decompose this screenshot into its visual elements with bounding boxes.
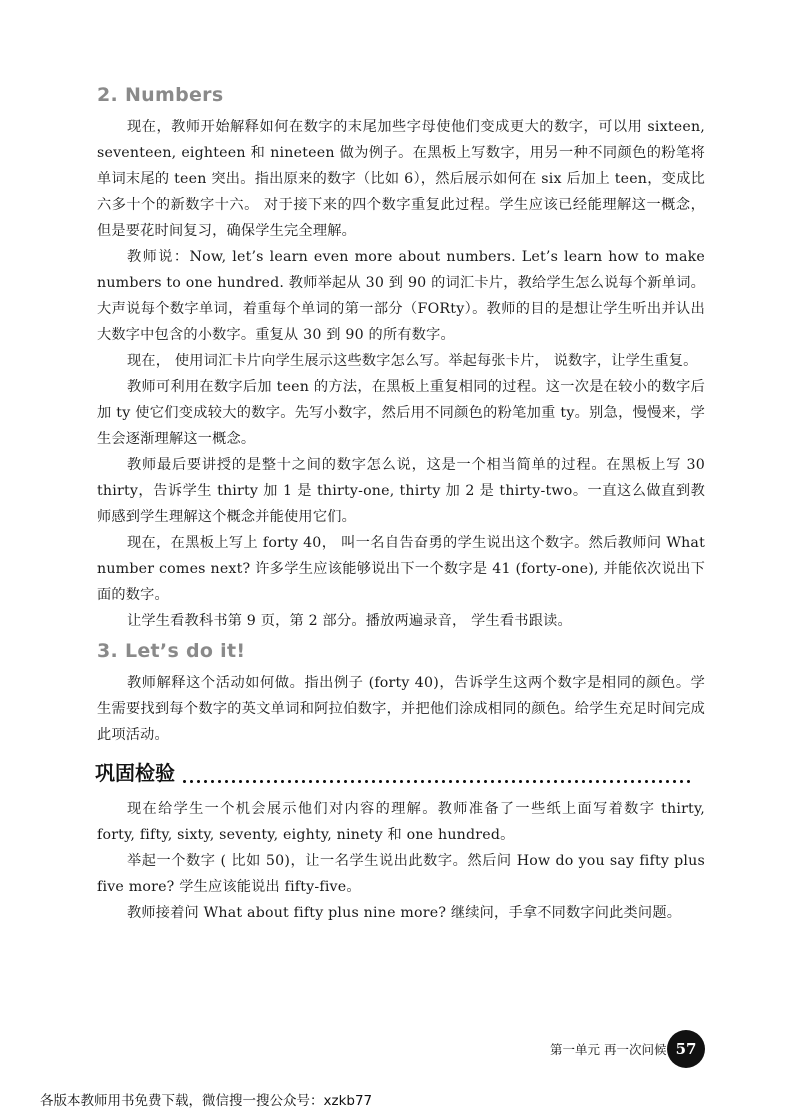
section-heading-numbers: 2. Numbers [97, 84, 224, 106]
dotted-divider [181, 779, 693, 784]
paragraph: 让学生看教科书第 9 页，第 2 部分。播放两遍录音， 学生看书跟读。 [127, 613, 572, 629]
paragraph: 现在，教师开始解释如何在数字的末尾加些字母使他们变成更大的数字，可以用 sixteen, seventeen, eighteen 和 nineteen 做为例子。在黑板上写数字，用另一种不同颜色的粉笔将单词末尾的 teen 突出。指出原来的数字（比如 6），然后展示如何在 six 后加上 teen，变成比六多十个的新数字十六。 对于接下来的四个数字重复此过程。学生应该已经能理解这一概念， 但是要花时间复习，确保学生完全理解。 [97, 119, 705, 239]
consolidation-header [97, 758, 705, 792]
paragraph: 现在，在黑板上写上 forty 40， 叫一名自告奋勇的学生说出这个数字。然后教师问 What number comes next? 许多学生应该能够说出下一个数字是 41 (forty-one), 并能依次说出下面的数字。 [97, 535, 705, 603]
paragraph: 现在， 使用词汇卡片向学生展示这些数字怎么写。举起每张卡片， 说数字，让学生重复。 [127, 353, 698, 369]
paragraph: 现在给学生一个机会展示他们对内容的理解。教师准备了一些纸上面写着数字 thirty, forty, fifty, sixty, seventy, eighty, ninety 和 one hundred。 [97, 801, 705, 843]
paragraph: 教师最后要讲授的是整十之间的数字怎么说，这是一个相当简单的过程。在黑板上写 30 thirty，告诉学生 thirty 加 1 是 thirty-one, thirty 加 2 是 thirty-two。一直这么做直到教师感到学生理解这个概念并能使用它们。 [97, 457, 705, 525]
paragraph: 举起一个数字 ( 比如 50)，让一名学生说出此数字。然后问 How do you say fifty plus five more? 学生应该能说出 fifty-five。 [97, 853, 705, 895]
download-note: 各版本教师用书免费下载，微信搜一搜公众号：xzkb77 [40, 1093, 373, 1109]
running-footer-unit: 第一单元 再一次问候 [550, 1042, 667, 1057]
page-number-badge: 57 [667, 1030, 705, 1068]
page-content [97, 82, 705, 926]
paragraph: 教师解释这个活动如何做。指出例子 (forty 40)，告诉学生这两个数字是相同的颜色。学生需要找到每个数字的英文单词和阿拉伯数字，并把他们涂成相同的颜色。给学生充足时间完成此项活动。 [97, 675, 705, 743]
paragraph: 教师接着问 What about fifty plus nine more? 继续问，手拿不同数字问此类问题。 [127, 905, 682, 921]
paragraph: 教师说：Now, let’s learn even more about numbers. Let’s learn how to make numbers to one hundred. 教师举起从 30 到 90 的词汇卡片，教给学生怎么说每个新单词。大声说每个数字单词，着重每个单词的第一部分（FORty）。教师的目的是想让学生听出并认出大数字中包含的小数字。重复从 30 到 90 的所有数字。 [97, 249, 705, 343]
consolidation-heading: 巩固检验 [95, 758, 179, 788]
paragraph: 教师可利用在数字后加 teen 的方法，在黑板上重复相同的过程。这一次是在较小的数字后加 ty 使它们变成较大的数字。先写小数字，然后用不同颜色的粉笔加重 ty。别急，慢慢来，学生会逐渐理解这一概念。 [97, 379, 705, 447]
section-heading-lets-do-it: 3. Let’s do it! [97, 640, 246, 662]
